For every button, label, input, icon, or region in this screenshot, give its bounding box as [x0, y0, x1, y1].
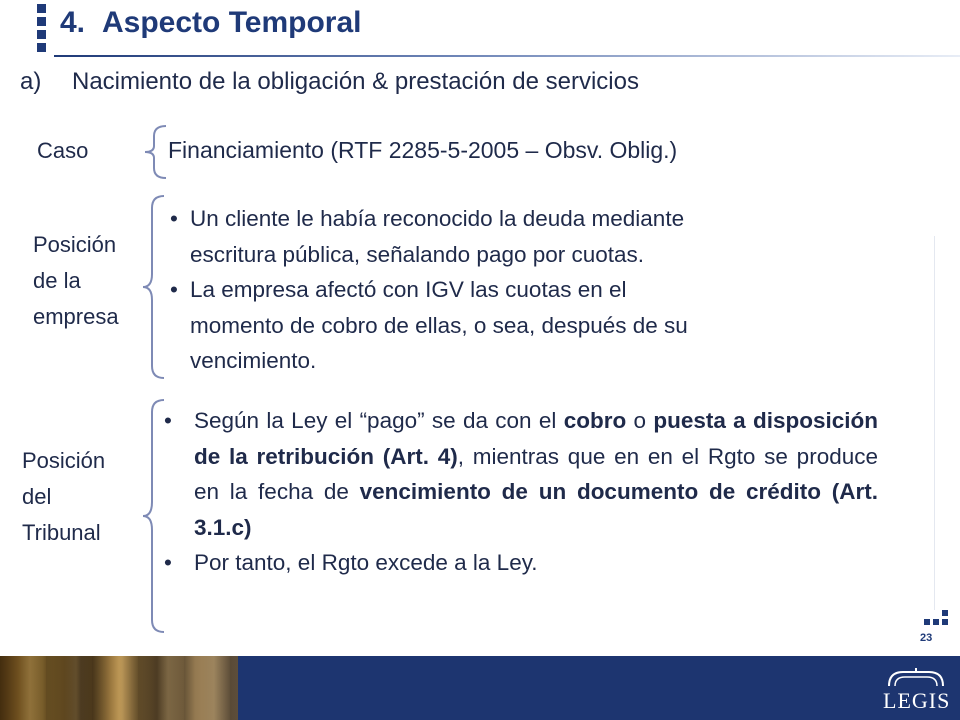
tribunal-text: Según la Ley el “pago” se da con el	[194, 408, 564, 433]
empresa-label	[33, 227, 119, 335]
list-item	[164, 403, 878, 545]
tribunal-label-line: Posición	[22, 448, 106, 473]
list-item-line: Un cliente le había reconocido la deuda mediante	[190, 206, 685, 231]
legis-logo-text: LEGIS	[883, 688, 951, 713]
list-item	[170, 201, 870, 272]
bullet-icon: •	[164, 408, 172, 433]
caso-brace	[142, 124, 168, 180]
empresa-label-line: de la	[33, 268, 81, 293]
list-item-line: La empresa afectó con IGV las cuotas en el	[190, 277, 627, 302]
title-underline	[54, 55, 960, 57]
bullet-icon: •	[170, 206, 178, 231]
empresa-label-line: empresa	[33, 304, 119, 329]
subtitle-text: Nacimiento de la obligación & prestación de servicios	[72, 68, 639, 95]
page-title	[60, 6, 362, 40]
tribunal-bold-text: puesta a disposición de la retribución (Art. 4)	[194, 408, 878, 469]
caso-text: Financiamiento (RTF 2285-5-2005 – Obsv. Oblig.)	[168, 137, 678, 163]
list-item-line: momento de cobro de ellas, o sea, después de su	[190, 312, 688, 338]
subtitle-label: a)	[20, 68, 42, 95]
tribunal-text: Por tanto, el Rgto excede a la Ley.	[194, 550, 538, 575]
title-text: Aspecto Temporal	[102, 6, 362, 39]
tribunal-label-line: Tribunal	[22, 520, 101, 545]
tribunal-text: o	[626, 408, 654, 433]
tribunal-text: , mientras que en en el Rgto se produce en la fecha de	[194, 443, 878, 504]
list-item-line: vencimiento.	[190, 348, 317, 373]
list-item-line: escritura pública, señalando pago por cuotas.	[190, 241, 645, 267]
empresa-label-line: Posición	[33, 232, 117, 257]
tribunal-label	[22, 443, 105, 551]
bullet-icon: •	[164, 550, 172, 575]
list-item	[170, 272, 870, 379]
empresa-brace	[140, 194, 166, 380]
empresa-list	[170, 201, 870, 379]
title-number: 4.	[60, 6, 86, 39]
tribunal-brace	[140, 398, 166, 634]
tribunal-label-line: del	[22, 484, 52, 509]
tribunal-list	[164, 403, 878, 581]
bullet-icon: •	[170, 277, 178, 302]
page-number: 23	[920, 632, 933, 644]
section-subtitle	[20, 68, 639, 96]
list-item	[164, 545, 878, 581]
tribunal-bold-text: vencimiento de un documento de crédito (Art. 3.1.c)	[194, 479, 878, 540]
footer-bar	[0, 656, 960, 720]
caso-label: Caso	[37, 138, 89, 163]
tribunal-bold-text: cobro	[563, 408, 627, 433]
right-divider	[934, 236, 935, 610]
footer-photo-overlay	[0, 656, 238, 720]
